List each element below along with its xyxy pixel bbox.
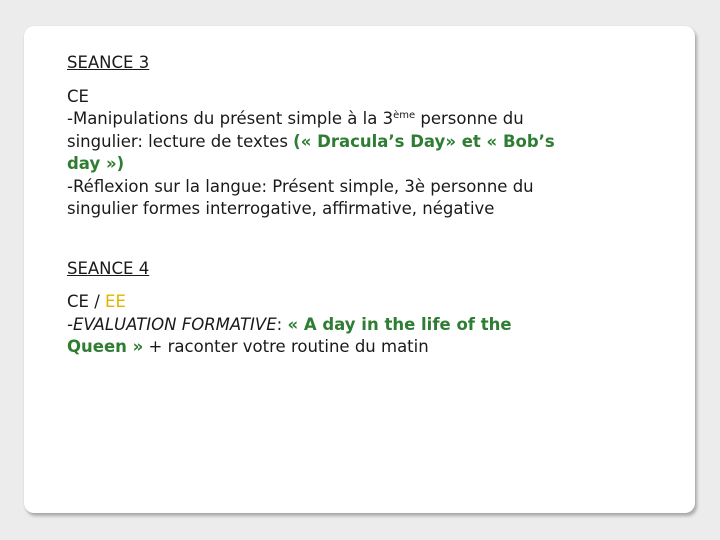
line-1-text-a: -Manipulations du présent simple à la 3	[67, 109, 394, 128]
slash-separator: /	[88, 292, 106, 311]
seance-3-line-3: day »)	[67, 154, 125, 173]
line-1-superscript: ème	[393, 110, 416, 121]
slide-content	[67, 52, 687, 359]
queen-title-highlight: « A day in the life of the	[287, 314, 512, 334]
line-2-text: singulier: lecture de textes	[67, 131, 294, 151]
seance-4-skills	[67, 291, 687, 314]
queen-title-end: Queen »	[67, 337, 144, 356]
evaluation-colon: :	[276, 314, 288, 334]
ce-label: CE	[67, 292, 89, 311]
routine-text: + raconter votre routine du matin	[143, 337, 429, 356]
seance-4-heading: SEANCE 4	[67, 258, 150, 278]
ee-label: EE	[105, 292, 126, 311]
line-1-text-b: personne du	[415, 109, 524, 128]
seance-3-line-2	[67, 131, 687, 154]
evaluation-label: -EVALUATION FORMATIVE	[67, 314, 277, 334]
seance-4-line-1	[67, 314, 687, 337]
seance-3-line-4: -Réflexion sur la langue: Présent simple, 3è personne du	[67, 176, 534, 196]
seance-3-heading: SEANCE 3	[67, 53, 150, 72]
seance-3-line-5: singulier formes interrogative, affirmative, négative	[67, 199, 495, 218]
seance-3-line-1	[67, 108, 687, 131]
seance-4-line-2	[67, 336, 687, 359]
seance-3-ce-label: CE	[67, 86, 89, 106]
text-titles-highlight: (« Dracula’s Day» et « Bob’s	[293, 131, 555, 151]
